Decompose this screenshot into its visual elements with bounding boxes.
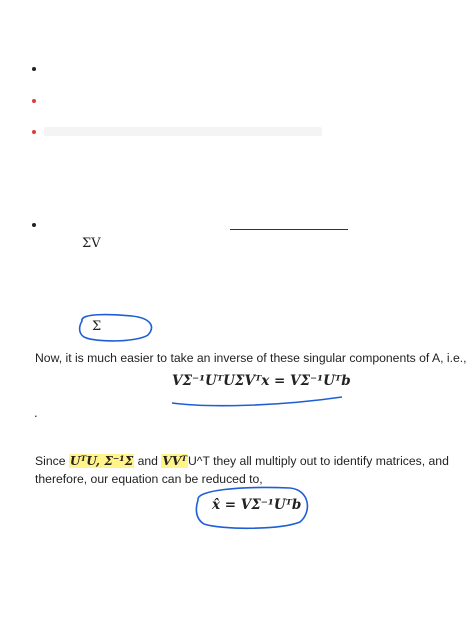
paragraph-since [35, 451, 449, 471]
circled-sigma: Σ [92, 319, 102, 334]
since-and: and [137, 454, 158, 468]
ink-circle-sigma [80, 315, 152, 341]
faint-text-line [44, 127, 322, 136]
highlight-vvt: VVᵀ [162, 454, 187, 468]
ink-underline-equation [172, 397, 342, 406]
equation-1: VΣ⁻¹UᵀUΣVᵀx = VΣ⁻¹Uᵀb [172, 373, 351, 389]
bullet-1 [32, 67, 36, 71]
equation-2: x̂ = VΣ⁻¹Uᵀb [212, 497, 302, 513]
bullet-3 [32, 130, 36, 134]
bullet-2 [32, 99, 36, 103]
paragraph-reduced: therefore, our equation can be reduced to, [35, 472, 263, 486]
underline-rule [230, 229, 348, 230]
since-rest: U^T they all multiply out to identify matrices, and [187, 454, 449, 468]
paragraph-inverse: Now, it is much easier to take an inverse of these singular components of A, i.e., [35, 351, 467, 365]
highlight-utu-sigma: UᵀU, Σ⁻¹Σ [69, 454, 134, 468]
sigma-v-label: ΣV [82, 236, 101, 251]
stray-period: . [34, 405, 38, 420]
since-prefix: Since [35, 454, 66, 468]
bullet-4 [32, 223, 36, 227]
